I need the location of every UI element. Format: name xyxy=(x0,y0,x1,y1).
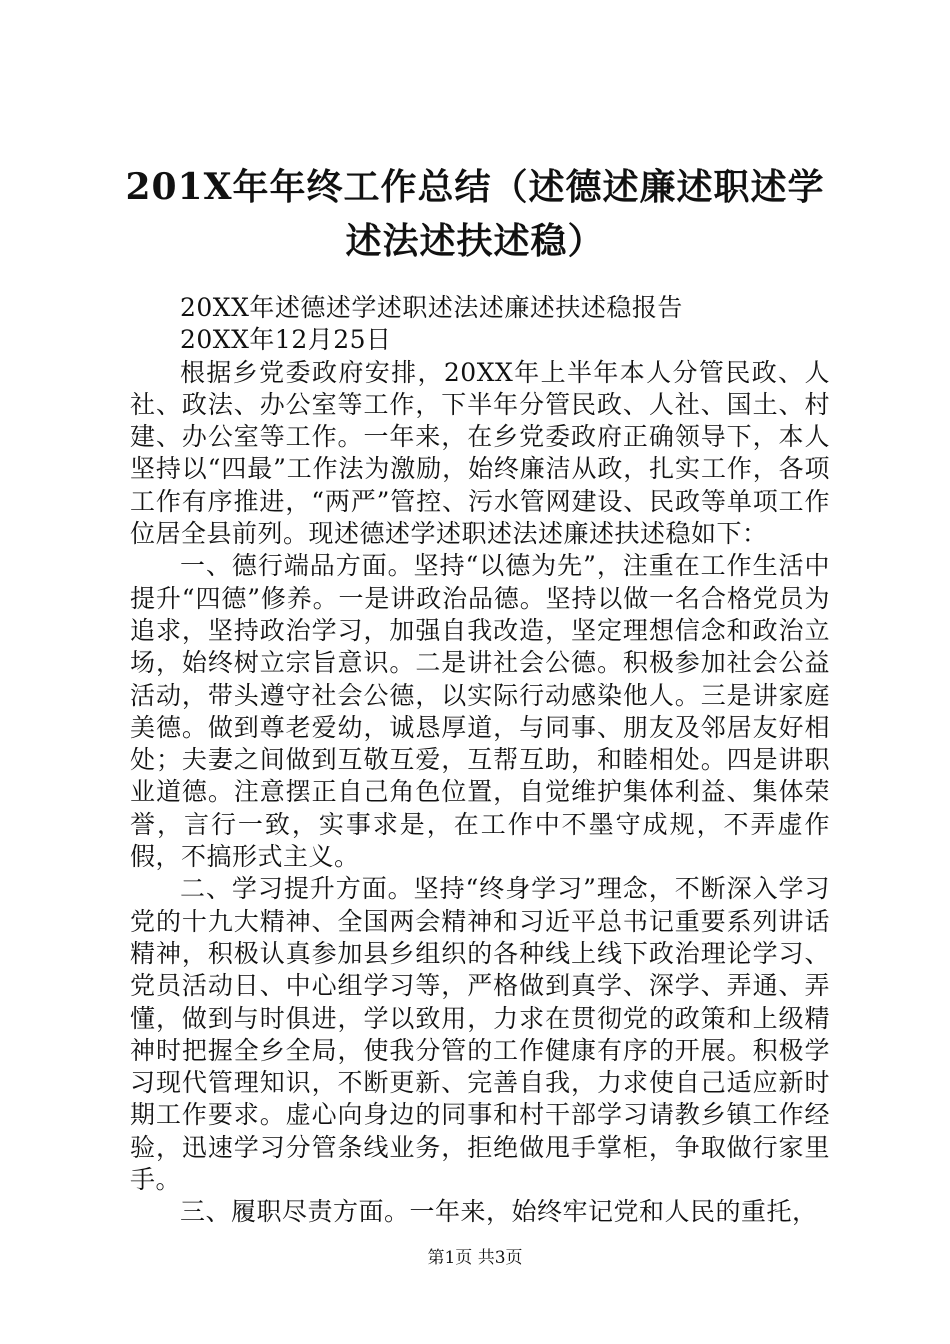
body-paragraph: 一、德行端品方面。坚持“以德为先”，注重在工作生活中提升“四德”修养。一是讲政治品德。坚持以做一名合格党员为追求，坚持政治学习，加强自我改造，坚定理想信念和政治立场，始终树立宗旨意识。二是讲社会公德。积极参加社会公益活动，带头遵守社会公德，以实际行动感染他人。三是讲家庭美德。做到尊老爱幼，诚恳厚道，与同事、朋友及邻居友好相处；夫妻之间做到互敬互爱，互帮互助，和睦相处。四是讲职业道德。注意摆正自己角色位置，自觉维护集体利益、集体荣誉，言行一致，实事求是，在工作中不墨守成规，不弄虚作假，不搞形式主义。 xyxy=(130,551,830,872)
document-body xyxy=(130,292,830,1229)
report-date: 20XX年12月25日 xyxy=(180,325,392,355)
body-paragraph: 根据乡党委政府安排，20XX年上半年本人分管民政、人社、政法、办公室等工作，下半年分管民政、人社、国土、村建、办公室等工作。一年来，在乡党委政府正确领导下，本人坚持以“四最”工作法为激励，始终廉洁从政，扎实工作，各项工作有序推进，“两严”管控、污水管网建设、民政等单项工作位居全县前列。现述德述学述职述法述廉述扶述稳如下： xyxy=(130,357,830,549)
body-paragraph: 二、学习提升方面。坚持“终身学习”理念，不断深入学习党的十九大精神、全国两会精神和习近平总书记重要系列讲话精神，积极认真参加县乡组织的各种线上线下政治理论学习、党员活动日、中心组学习等，严格做到真学、深学、弄通、弄懂，做到与时俱进，学以致用，力求在贯彻党的政策和上级精神时把握全乡全局，使我分管的工作健康有序的开展。积极学习现代管理知识，不断更新、完善自我，力求使自己适应新时期工作要求。虚心向身边的同事和村干部学习请教乡镇工作经验，迅速学习分管条线业务，拒绝做甩手掌柜，争取做行家里手。 xyxy=(130,874,830,1195)
body-paragraph: 三、履职尽责方面。一年来，始终牢记党和人民的重托， xyxy=(180,1197,818,1227)
document-title: 201X年年终工作总结（述德述廉述职述学述法述扶述稳） xyxy=(125,166,825,262)
report-subtitle: 20XX年述德述学述职述法述廉述扶述稳报告 xyxy=(180,293,683,322)
page-footer: 第1页 共3页 xyxy=(427,1248,523,1268)
